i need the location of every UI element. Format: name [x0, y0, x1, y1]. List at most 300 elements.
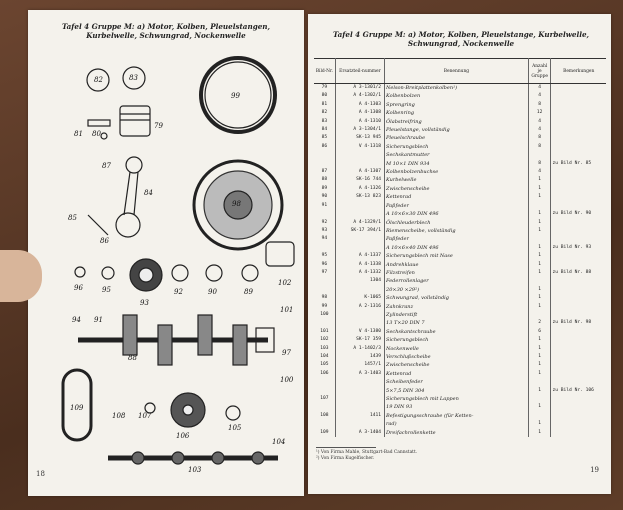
cell-bemerkungen — [551, 84, 606, 93]
cell-bild-nr: 100 — [314, 311, 335, 319]
hand — [0, 250, 42, 302]
callout-89: 89 — [244, 288, 253, 296]
callout-83: 83 — [129, 74, 138, 82]
cell-benennung: Befestigungsschraube (für Ketten- — [385, 412, 529, 420]
cell-anzahl: 1 — [528, 294, 551, 302]
table-row — [314, 328, 606, 336]
callout-100: 100 — [280, 376, 294, 384]
cell-bild-nr — [314, 378, 335, 386]
cell-benennung: A 10×6×30 DIN 496 — [385, 210, 529, 218]
cell-benennung: Sicherungsblech — [385, 336, 529, 344]
callout-93: 93 — [140, 299, 149, 307]
cell-benennung: 13 T×20 DIN 7 — [385, 319, 529, 327]
callout-90: 90 — [208, 288, 217, 296]
cell-anzahl: 1 — [528, 429, 551, 437]
table-row — [314, 353, 606, 361]
cell-bild-nr: 101 — [314, 328, 335, 336]
cell-anzahl: 12 — [528, 109, 551, 117]
cell-anzahl: 1 — [528, 387, 551, 395]
callout-103: 103 — [188, 466, 202, 474]
callout-79: 79 — [154, 122, 163, 130]
footnotes — [316, 450, 417, 462]
cell-anzahl: 1 — [528, 269, 551, 277]
table-row — [314, 143, 606, 151]
cell-benennung: Schwungrad, vollständig — [385, 294, 529, 302]
cell-ersatzteilnummer: 1411 — [335, 412, 384, 420]
cell-ersatzteilnummer: 1439 — [335, 353, 384, 361]
cell-bild-nr: 94 — [314, 235, 335, 243]
cell-anzahl: 1 — [528, 370, 551, 378]
cell-anzahl: 8 — [528, 134, 551, 142]
cell-benennung: Kurbelwelle — [385, 176, 529, 184]
callout-95: 95 — [102, 286, 111, 294]
cell-ersatzteilnummer: K-1065 — [335, 294, 384, 302]
table-row — [314, 269, 606, 277]
cell-ersatzteilnummer — [335, 395, 384, 403]
callout-87: 87 — [102, 162, 111, 170]
cell-bemerkungen — [551, 412, 606, 420]
cell-bild-nr: 93 — [314, 227, 335, 235]
left-page — [28, 10, 304, 496]
cell-ersatzteilnummer — [335, 160, 384, 168]
table-row — [314, 118, 606, 126]
cell-bild-nr — [314, 420, 335, 428]
cell-anzahl: 8 — [528, 143, 551, 151]
table-row — [314, 101, 606, 109]
cell-ersatzteilnummer: SK-17 359 — [335, 336, 384, 344]
cell-bemerkungen — [551, 370, 606, 378]
table-row — [314, 412, 606, 420]
cell-bild-nr — [314, 151, 335, 159]
callout-86: 86 — [100, 237, 109, 245]
cell-ersatzteilnummer: A 2-1316 — [335, 303, 384, 311]
header-bemerkungen: Bemerkungen — [551, 59, 606, 84]
cell-benennung: Filzstreifen — [385, 269, 529, 277]
table-row — [314, 277, 606, 285]
cell-ersatzteilnummer: A 4-1302/1 — [335, 92, 384, 100]
cell-benennung: 5×7,5 DIN 304 — [385, 387, 529, 395]
cell-benennung: Sicherungsblech — [385, 143, 529, 151]
table-row — [314, 345, 606, 353]
callout-101: 101 — [280, 306, 294, 314]
cell-bemerkungen — [551, 168, 606, 176]
cell-ersatzteilnummer: SK-16 744 — [335, 176, 384, 184]
cell-ersatzteilnummer: SK-13 823 — [335, 193, 384, 201]
cell-anzahl: 4 — [528, 118, 551, 126]
cell-ersatzteilnummer — [335, 403, 384, 411]
cell-benennung: Sechskantmutter — [385, 151, 529, 159]
table-row — [314, 303, 606, 311]
cell-bemerkungen — [551, 109, 606, 117]
cell-bemerkungen — [551, 403, 606, 411]
table-row — [314, 429, 606, 437]
cell-bild-nr: 91 — [314, 202, 335, 210]
right-page-number: 19 — [590, 466, 599, 474]
cell-benennung: Paßfeder — [385, 235, 529, 243]
cell-bemerkungen — [551, 353, 606, 361]
cell-bemerkungen — [551, 118, 606, 126]
table-row — [314, 370, 606, 378]
cell-bemerkungen — [551, 193, 606, 201]
table-row — [314, 134, 606, 142]
callout-97: 97 — [282, 349, 291, 357]
cell-benennung: Zahnkranz — [385, 303, 529, 311]
callout-102: 102 — [278, 279, 292, 287]
footnote-1: ¹) Von Firma Mahle, Stuttgart-Bad Cannstatt. — [316, 450, 418, 455]
cell-bild-nr: 90 — [314, 193, 335, 201]
cell-anzahl: 1 — [528, 193, 551, 201]
cell-anzahl: 1 — [528, 176, 551, 184]
cell-anzahl — [528, 395, 551, 403]
cell-benennung: Scheibenfeder — [385, 378, 529, 386]
cell-anzahl: 1 — [528, 303, 551, 311]
left-page-number: 18 — [36, 470, 45, 478]
table-row — [314, 202, 606, 210]
callout-96: 96 — [74, 284, 83, 292]
cell-anzahl: 1 — [528, 227, 551, 235]
callout-84: 84 — [144, 189, 153, 197]
cell-bild-nr: 79 — [314, 84, 335, 93]
cell-anzahl: 1 — [528, 244, 551, 252]
cell-bild-nr — [314, 277, 335, 285]
cell-bild-nr: 82 — [314, 109, 335, 117]
exploded-parts-drawing — [28, 10, 304, 496]
cell-ersatzteilnummer — [335, 151, 384, 159]
cell-ersatzteilnummer — [335, 235, 384, 243]
cell-benennung: Kolbenbolzenbuchse — [385, 168, 529, 176]
callout-92: 92 — [174, 288, 183, 296]
cell-benennung: Ölabstreifring — [385, 118, 529, 126]
cell-anzahl: 1 — [528, 252, 551, 260]
header-benennung: Benennung — [385, 59, 529, 84]
cell-bild-nr: 99 — [314, 303, 335, 311]
cell-anzahl: 1 — [528, 336, 551, 344]
cell-bild-nr: 109 — [314, 429, 335, 437]
cell-ersatzteilnummer: A 1-1402/3 — [335, 345, 384, 353]
cell-bemerkungen: zu Bild Nr. 106 — [552, 387, 594, 393]
cell-ersatzteilnummer: A 4-1303 — [335, 101, 384, 109]
cell-anzahl: 1 — [528, 361, 551, 369]
cell-benennung: Zylinderstift — [385, 311, 529, 319]
cell-ersatzteilnummer — [335, 420, 384, 428]
footnote-rule — [316, 447, 376, 448]
callout-91: 91 — [94, 316, 103, 324]
cell-benennung: Pleuelschraube — [385, 134, 529, 142]
callout-106: 106 — [176, 432, 190, 440]
header-ersatzteilnummer: Ersatzteil-nummer — [335, 59, 384, 84]
cell-ersatzteilnummer — [335, 319, 384, 327]
cell-bemerkungen — [551, 420, 606, 428]
callout-80: 80 — [92, 130, 101, 138]
table-row — [314, 244, 606, 252]
cell-bild-nr — [314, 403, 335, 411]
cell-ersatzteilnummer: A 4-1307 — [335, 168, 384, 176]
cell-benennung: Nelson-Breitplattenkolben¹) — [385, 84, 529, 93]
table-row — [314, 126, 606, 134]
cell-bemerkungen: zu Bild Nr. 98 — [552, 320, 592, 326]
cell-anzahl: 1 — [528, 219, 551, 227]
cell-anzahl: 4 — [528, 84, 551, 93]
cell-benennung: Federrollenlager — [385, 277, 529, 285]
cell-ersatzteilnummer — [335, 210, 384, 218]
cell-ersatzteilnummer — [335, 244, 384, 252]
cell-bild-nr: 107 — [314, 395, 335, 403]
table-row — [314, 387, 606, 395]
table-row — [314, 193, 606, 201]
cell-ersatzteilnummer: A 4-1337 — [335, 252, 384, 260]
callout-104: 104 — [272, 438, 286, 446]
cell-benennung: Dreifachrollenkette — [385, 429, 529, 437]
cell-bild-nr: 89 — [314, 185, 335, 193]
cell-bemerkungen — [551, 345, 606, 353]
cell-bild-nr — [314, 210, 335, 218]
cell-bemerkungen — [551, 227, 606, 235]
table-row — [314, 84, 606, 93]
cell-anzahl: 8 — [528, 160, 551, 168]
cell-anzahl — [528, 378, 551, 386]
cell-bemerkungen — [551, 303, 606, 311]
cell-anzahl: 1 — [528, 261, 551, 269]
table-row — [314, 319, 606, 327]
cell-bild-nr: 106 — [314, 370, 335, 378]
cell-anzahl — [528, 151, 551, 159]
callout-109: 109 — [70, 404, 84, 412]
table-row — [314, 185, 606, 193]
cell-benennung: Paßfeder — [385, 202, 529, 210]
table-row — [314, 336, 606, 344]
cell-benennung: Kettenrad — [385, 370, 529, 378]
footnote-2: ²) Von Firma Kugelfischer. — [316, 456, 375, 461]
cell-bild-nr — [314, 286, 335, 294]
callout-105: 105 — [228, 424, 242, 432]
cell-ersatzteilnummer — [335, 378, 384, 386]
cell-benennung: Andrehklaue — [385, 261, 529, 269]
cell-anzahl: 1 — [528, 403, 551, 411]
cell-benennung: Zwischenscheibe — [385, 361, 529, 369]
table-row — [314, 92, 606, 100]
cell-benennung: A 10×6×40 DIN 496 — [385, 244, 529, 252]
cell-bild-nr: 103 — [314, 345, 335, 353]
cell-ersatzteilnummer: A 3-1404 — [335, 429, 384, 437]
cell-ersatzteilnummer: V 4-1380 — [335, 328, 384, 336]
cell-ersatzteilnummer: A 4-1326 — [335, 185, 384, 193]
cell-bemerkungen — [551, 252, 606, 260]
cell-benennung: Sicherungsblech mit Nase — [385, 252, 529, 260]
callout-88: 88 — [128, 354, 137, 362]
table-row — [314, 378, 606, 386]
table-row — [314, 294, 606, 302]
table-row — [314, 160, 606, 168]
cell-bemerkungen: zu Bild Nr. 88 — [552, 269, 592, 275]
cell-bemerkungen — [551, 336, 606, 344]
callout-81: 81 — [74, 130, 83, 138]
table-row — [314, 395, 606, 403]
cell-bild-nr: 86 — [314, 143, 335, 151]
cell-bemerkungen — [551, 176, 606, 184]
cell-benennung: Kolbenbolzen — [385, 92, 529, 100]
cell-bild-nr — [314, 387, 335, 395]
left-page-title: Tafel 4 Gruppe M: a) Motor, Kolben, Pleuelstangen, Kurbelwelle, Schwungrad, Nockenwelle — [61, 22, 271, 40]
table-row — [314, 109, 606, 117]
cell-bild-nr: 80 — [314, 92, 335, 100]
cell-anzahl: 6 — [528, 328, 551, 336]
cell-bild-nr: 108 — [314, 412, 335, 420]
cell-bemerkungen — [551, 429, 606, 437]
cell-bild-nr — [314, 160, 335, 168]
table-row — [314, 176, 606, 184]
cell-bild-nr: 97 — [314, 269, 335, 277]
callout-94: 94 — [72, 316, 81, 324]
table-row — [314, 235, 606, 243]
table-row — [314, 361, 606, 369]
cell-anzahl: 4 — [528, 126, 551, 134]
cell-bild-nr — [314, 244, 335, 252]
right-page-title: Tafel 4 Gruppe M: a) Motor, Kolben, Pleuelstange, Kurbelwelle, Schwungrad, Nockenwelle — [332, 30, 590, 48]
cell-bild-nr: 85 — [314, 134, 335, 142]
cell-bemerkungen — [551, 202, 606, 210]
cell-ersatzteilnummer: A 3-1403 — [335, 370, 384, 378]
cell-anzahl: 1 — [528, 420, 551, 428]
cell-bild-nr: 87 — [314, 168, 335, 176]
cell-anzahl — [528, 412, 551, 420]
cell-benennung: 20×30 ×29²) — [385, 286, 529, 294]
table-row — [314, 151, 606, 159]
cell-bemerkungen — [551, 219, 606, 227]
cell-benennung: Kettenrad — [385, 193, 529, 201]
cell-anzahl: 1 — [528, 210, 551, 218]
cell-bemerkungen — [551, 286, 606, 294]
cell-bemerkungen — [551, 92, 606, 100]
cell-benennung: Pleuelstange, vollständig — [385, 126, 529, 134]
cell-bemerkungen — [551, 277, 606, 285]
cell-ersatzteilnummer: A 4-1310 — [335, 118, 384, 126]
cell-bemerkungen — [551, 101, 606, 109]
callout-107: 107 — [138, 412, 152, 420]
table-row — [314, 252, 606, 260]
table-row — [314, 210, 606, 218]
cell-benennung: Kolbenring — [385, 109, 529, 117]
callout-108: 108 — [112, 412, 126, 420]
cell-bemerkungen — [551, 328, 606, 336]
cell-bild-nr: 88 — [314, 176, 335, 184]
table-row — [314, 286, 606, 294]
cell-bemerkungen: zu Bild Nr. 85 — [552, 160, 592, 166]
table-row — [314, 420, 606, 428]
cell-anzahl: 2 — [528, 319, 551, 327]
callout-85: 85 — [68, 214, 77, 222]
cell-bemerkungen — [551, 294, 606, 302]
cell-bemerkungen — [551, 151, 606, 159]
cell-ersatzteilnummer: A 4-1329/1 — [335, 219, 384, 227]
cell-bemerkungen — [551, 378, 606, 386]
cell-ersatzteilnummer: V 4-1318 — [335, 143, 384, 151]
cell-bemerkungen: zu Bild Nr. 93 — [552, 244, 592, 250]
cell-bild-nr: 105 — [314, 361, 335, 369]
cell-ersatzteilnummer: 1304 — [335, 277, 384, 285]
cell-benennung: Riemenscheibe, vollständig — [385, 227, 529, 235]
parts-table-header — [314, 59, 606, 84]
cell-bemerkungen: zu Bild Nr. 90 — [552, 211, 592, 217]
parts-table — [314, 58, 606, 437]
cell-ersatzteilnummer — [335, 387, 384, 395]
cell-benennung: Sprengring — [385, 101, 529, 109]
cell-ersatzteilnummer: A 4-1338 — [335, 261, 384, 269]
cell-ersatzteilnummer — [335, 311, 384, 319]
table-row — [314, 227, 606, 235]
cell-benennung: M 10×1 DIN 934 — [385, 160, 529, 168]
cell-anzahl: 4 — [528, 168, 551, 176]
cell-ersatzteilnummer: SK-17 394/1 — [335, 227, 384, 235]
cell-benennung: Sechskantschraube — [385, 328, 529, 336]
cell-ersatzteilnummer: A 4-1332 — [335, 269, 384, 277]
cell-anzahl — [528, 277, 551, 285]
cell-bild-nr: 102 — [314, 336, 335, 344]
table-row — [314, 219, 606, 227]
cell-bild-nr: 81 — [314, 101, 335, 109]
cell-bild-nr: 96 — [314, 261, 335, 269]
callout-99: 99 — [231, 92, 240, 100]
cell-benennung: Nockenwelle — [385, 345, 529, 353]
cell-bemerkungen — [551, 311, 606, 319]
cell-bemerkungen — [551, 261, 606, 269]
right-page — [308, 14, 611, 494]
table-row — [314, 168, 606, 176]
cell-anzahl: 1 — [528, 353, 551, 361]
cell-bemerkungen — [551, 143, 606, 151]
cell-anzahl: 8 — [528, 101, 551, 109]
cell-bemerkungen — [551, 126, 606, 134]
cell-benennung: Ölschleuderblech — [385, 219, 529, 227]
table-row — [314, 261, 606, 269]
cell-bild-nr — [314, 319, 335, 327]
cell-bemerkungen — [551, 134, 606, 142]
cell-bild-nr: 95 — [314, 252, 335, 260]
cell-bemerkungen — [551, 395, 606, 403]
cell-benennung: Zwischenscheibe — [385, 185, 529, 193]
cell-anzahl: 4 — [528, 92, 551, 100]
cell-anzahl — [528, 202, 551, 210]
cell-bemerkungen — [551, 361, 606, 369]
table-row — [314, 403, 606, 411]
cell-ersatzteilnummer — [335, 202, 384, 210]
cell-ersatzteilnummer — [335, 286, 384, 294]
cell-benennung: rad) — [385, 420, 529, 428]
cell-ersatzteilnummer: 1457/1 — [335, 361, 384, 369]
cell-bild-nr: 104 — [314, 353, 335, 361]
cell-anzahl: 1 — [528, 185, 551, 193]
header-bild-nr: Bild-Nr. — [314, 59, 335, 84]
cell-bild-nr: 83 — [314, 118, 335, 126]
cell-bemerkungen — [551, 185, 606, 193]
cell-bild-nr: 98 — [314, 294, 335, 302]
cell-ersatzteilnummer: A 4-1308 — [335, 109, 384, 117]
cell-benennung: Verschlußscheibe — [385, 353, 529, 361]
parts-table-body — [314, 84, 606, 438]
cell-anzahl — [528, 311, 551, 319]
cell-bild-nr: 84 — [314, 126, 335, 134]
cell-anzahl: 1 — [528, 345, 551, 353]
cell-ersatzteilnummer: A 3-1301/2 — [335, 84, 384, 93]
cell-bild-nr: 92 — [314, 219, 335, 227]
table-row — [314, 311, 606, 319]
cell-ersatzteilnummer: A 3-1304/1 — [335, 126, 384, 134]
callout-98: 98 — [232, 200, 241, 208]
cell-anzahl — [528, 235, 551, 243]
callout-82: 82 — [94, 76, 103, 84]
cell-bemerkungen — [551, 235, 606, 243]
cell-benennung: 19 DIN 93 — [385, 403, 529, 411]
cell-anzahl: 1 — [528, 286, 551, 294]
